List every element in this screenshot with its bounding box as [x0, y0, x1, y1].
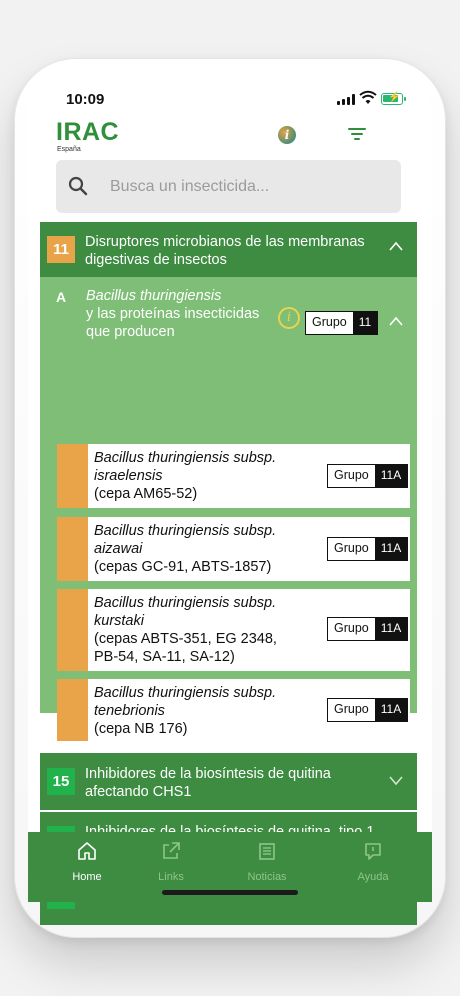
- section-header-11[interactable]: [40, 222, 417, 277]
- tab-bar: [28, 832, 432, 902]
- info-icon[interactable]: i: [278, 126, 296, 144]
- item-name: Bacillus thuringiensis subsp. aizawai: [94, 523, 277, 557]
- item-detail: (cepa AM65-52): [94, 486, 198, 502]
- news-icon: [256, 840, 278, 862]
- battery-icon: ⚡: [381, 93, 403, 105]
- tab-ayuda[interactable]: Ayuda: [338, 840, 408, 883]
- status-time: 10:09: [66, 91, 105, 108]
- home-icon: [76, 840, 98, 862]
- tab-home[interactable]: Home: [52, 840, 122, 883]
- chevron-up-icon[interactable]: [389, 316, 403, 326]
- section-title: Disruptores microbianos de las membranas digestivas de insectos: [85, 234, 365, 268]
- search-icon: [68, 176, 88, 196]
- item-detail: (cepas ABTS-351, EG 2348, PB-54, SA-11, SA-12): [94, 631, 277, 665]
- list-item[interactable]: [57, 517, 410, 581]
- grupo-badge: Grupo 11A: [327, 464, 408, 488]
- app-screen: [28, 72, 432, 902]
- search-input[interactable]: [110, 160, 390, 213]
- status-bar: [28, 72, 432, 118]
- item-name: Bacillus thuringiensis subsp. kurstaki: [94, 595, 277, 629]
- grupo-badge: Grupo 11A: [327, 617, 408, 641]
- item-detail: (cepa NB 176): [94, 721, 188, 737]
- chevron-down-icon[interactable]: [389, 776, 403, 786]
- cellular-signal-icon: [337, 94, 355, 105]
- item-color-strip: [57, 679, 88, 741]
- tab-noticias[interactable]: Noticias: [232, 840, 302, 883]
- item-color-strip: [57, 589, 88, 671]
- item-detail: (cepas GC-91, ABTS-1857): [94, 559, 272, 575]
- section-header-15[interactable]: [40, 753, 417, 810]
- home-indicator: [162, 890, 298, 895]
- help-chat-icon: [362, 840, 384, 862]
- insecticide-list: [40, 222, 417, 832]
- section-number-badge: 15: [47, 768, 75, 795]
- filter-icon[interactable]: [348, 128, 366, 142]
- external-link-icon: [160, 840, 182, 862]
- wifi-icon: [359, 91, 377, 105]
- item-name: Bacillus thuringiensis subsp. tenebrionis: [94, 685, 277, 719]
- grupo-badge: Grupo 11: [305, 311, 378, 335]
- grupo-badge: Grupo 11A: [327, 537, 408, 561]
- list-item[interactable]: [57, 444, 410, 508]
- chevron-up-icon[interactable]: [389, 241, 403, 251]
- subgroup-info-icon[interactable]: i: [278, 307, 300, 329]
- irac-logo: IRAC España: [56, 118, 120, 153]
- section-title: Inhibidores de la biosíntesis de quitina afectando CHS1: [85, 766, 331, 800]
- list-item[interactable]: [57, 679, 410, 741]
- section-number-badge: 11: [47, 236, 75, 263]
- tab-links[interactable]: Links: [136, 840, 206, 883]
- grupo-badge: Grupo 11A: [327, 698, 408, 722]
- battery-tip: [404, 97, 406, 101]
- subgroup-letter: A: [56, 289, 67, 305]
- item-name: Bacillus thuringiensis subsp. israelensis: [94, 450, 277, 484]
- search-bar: [56, 160, 401, 213]
- item-color-strip: [57, 444, 88, 508]
- item-color-strip: [57, 517, 88, 581]
- subgroup-title: Bacillus thuringiensis y las proteínas insecticidas que producen: [86, 288, 260, 340]
- list-item[interactable]: [57, 589, 410, 671]
